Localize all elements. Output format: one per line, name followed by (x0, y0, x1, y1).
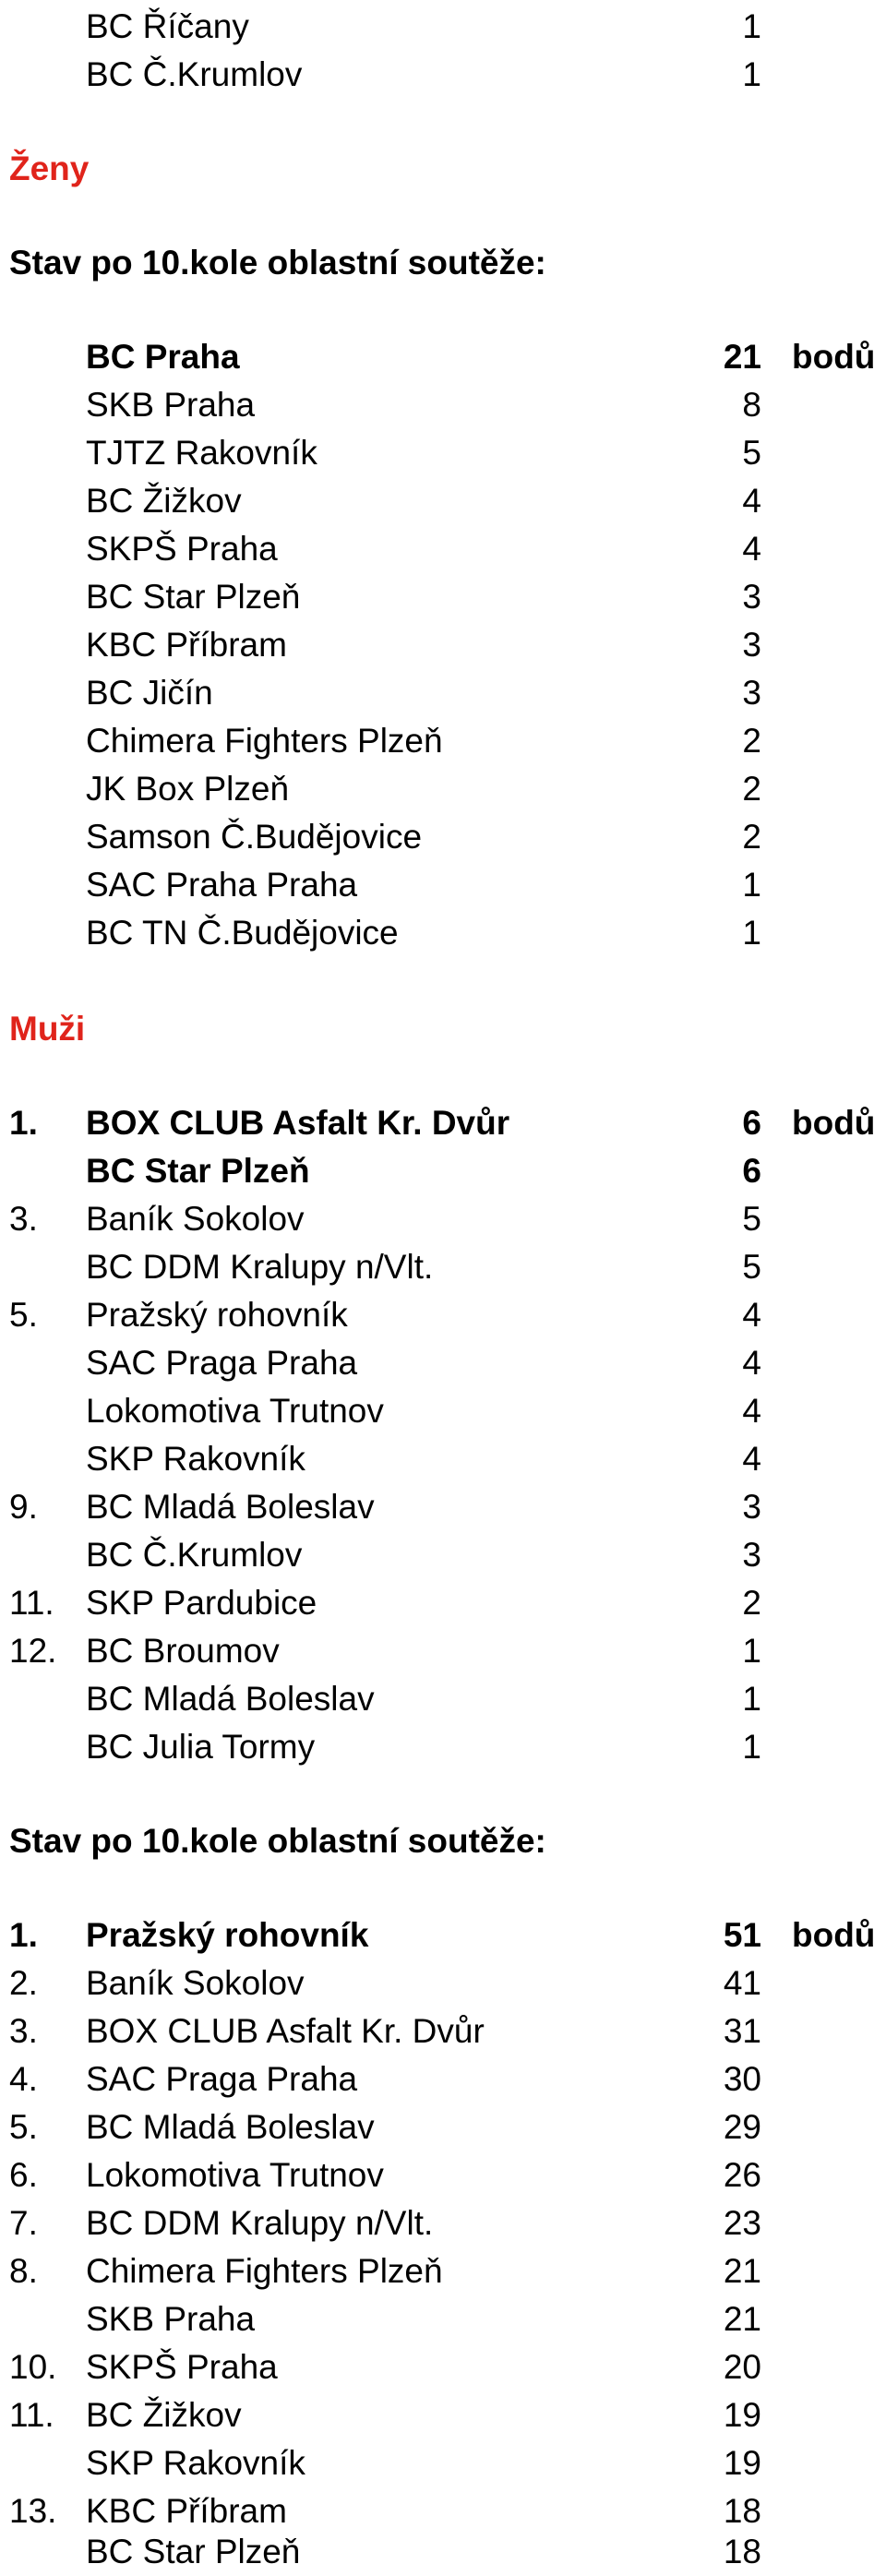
team-name: SAC Praga Praha (86, 1344, 358, 1382)
team-points: 4 (742, 1296, 761, 1334)
team-points: 3 (742, 626, 761, 664)
team-points: 3 (742, 1488, 761, 1526)
team-points: 4 (742, 530, 761, 568)
table-row (0, 717, 886, 765)
team-name: BC Mladá Boleslav (86, 1488, 375, 1526)
team-points: 51 (723, 1916, 761, 1954)
team-name: Baník Sokolov (86, 1964, 305, 2002)
team-points: 29 (723, 2108, 761, 2146)
table-row (0, 2247, 886, 2295)
team-name: SKP Rakovník (86, 2444, 305, 2482)
team-rank: 4. (9, 2060, 38, 2098)
team-points: 4 (742, 1392, 761, 1430)
table-row (0, 621, 886, 669)
team-points: 2 (742, 1584, 761, 1622)
table-row (0, 1483, 886, 1531)
team-points: 20 (723, 2348, 761, 2386)
table-row (0, 1435, 886, 1483)
table-row (0, 1147, 886, 1195)
team-points: 3 (742, 1536, 761, 1574)
team-name: BC Praha (86, 338, 240, 376)
team-name: BOX CLUB Asfalt Kr. Dvůr (86, 1104, 510, 1142)
team-points: 2 (742, 770, 761, 808)
team-name: Chimera Fighters Plzeň (86, 722, 443, 760)
team-rank: 7. (9, 2204, 38, 2242)
table-row (0, 381, 886, 429)
team-points: 30 (723, 2060, 761, 2098)
team-rank: 1. (9, 1104, 38, 1142)
team-name: BOX CLUB Asfalt Kr. Dvůr (86, 2012, 485, 2050)
team-name: SKB Praha (86, 386, 256, 424)
table-row (0, 429, 886, 477)
team-points: 3 (742, 578, 761, 616)
team-points: 18 (723, 2533, 761, 2570)
team-points: 1 (742, 55, 761, 93)
table-row (0, 1579, 886, 1627)
team-rank: 11. (9, 1584, 54, 1622)
team-rank: 5. (9, 2108, 38, 2146)
table-row (0, 813, 886, 861)
team-name: KBC Příbram (86, 626, 287, 664)
team-rank: 12. (9, 1632, 57, 1670)
team-name: SKP Rakovník (86, 1440, 305, 1478)
table-row (0, 525, 886, 573)
section-heading-muzi: Muži (9, 1010, 86, 1048)
team-name: BC Č.Krumlov (86, 1536, 303, 1574)
table-row (0, 51, 886, 99)
team-name: BC Star Plzeň (86, 578, 301, 616)
team-points: 2 (742, 818, 761, 856)
table-row (0, 2295, 886, 2343)
team-name: KBC Příbram (86, 2492, 287, 2530)
team-points: 8 (742, 386, 761, 424)
team-rank: 11. (9, 2396, 54, 2434)
team-name: BC DDM Kralupy n/Vlt. (86, 2204, 434, 2242)
team-rank: 13. (9, 2492, 57, 2530)
team-points: 21 (723, 338, 761, 376)
team-name: BC Mladá Boleslav (86, 2108, 375, 2146)
team-name: BC Mladá Boleslav (86, 1680, 375, 1718)
table-row (0, 2199, 886, 2247)
table-row (0, 1243, 886, 1291)
table-row (0, 333, 886, 381)
team-name: Chimera Fighters Plzeň (86, 2252, 443, 2290)
table-row (0, 1911, 886, 1959)
team-name: SKP Pardubice (86, 1584, 317, 1622)
table-row (0, 1387, 886, 1435)
team-points: 1 (742, 1632, 761, 1670)
table-row (0, 909, 886, 957)
team-points: 5 (742, 1248, 761, 1286)
points-unit: bodů (792, 1916, 876, 1954)
team-points: 4 (742, 1344, 761, 1382)
team-name: SKB Praha (86, 2300, 256, 2338)
table-row (0, 1291, 886, 1339)
team-rank: 6. (9, 2156, 38, 2194)
table-row (0, 1195, 886, 1243)
team-points: 6 (742, 1152, 761, 1190)
team-points: 4 (742, 482, 761, 520)
team-rank: 3. (9, 1200, 38, 1238)
table-row (0, 1723, 886, 1771)
team-name: BC DDM Kralupy n/Vlt. (86, 1248, 434, 1286)
team-rank: 2. (9, 1964, 38, 2002)
team-rank: 3. (9, 2012, 38, 2050)
team-points: 21 (723, 2252, 761, 2290)
team-points: 1 (742, 1680, 761, 1718)
team-points: 18 (723, 2492, 761, 2530)
table-row (0, 2103, 886, 2151)
table-row (0, 2055, 886, 2103)
table-row (0, 1339, 886, 1387)
table-row (0, 861, 886, 909)
section-heading-zeny: Ženy (9, 150, 90, 187)
team-name: SKPŠ Praha (86, 530, 278, 568)
team-name: BC Broumov (86, 1632, 280, 1670)
team-points: 6 (742, 1104, 761, 1142)
table-row (0, 2391, 886, 2439)
team-points: 4 (742, 1440, 761, 1478)
team-points: 1 (742, 914, 761, 952)
table-row (0, 2007, 886, 2055)
team-name: TJTZ Rakovník (86, 434, 317, 472)
table-row (0, 1531, 886, 1579)
team-name: BC Říčany (86, 7, 249, 45)
team-rank: 8. (9, 2252, 38, 2290)
team-points: 41 (723, 1964, 761, 2002)
team-name: BC Star Plzeň (86, 2533, 301, 2570)
team-name: BC Julia Tormy (86, 1728, 316, 1766)
team-name: BC Jičín (86, 674, 213, 712)
team-name: SAC Praha Praha (86, 866, 358, 904)
points-unit: bodů (792, 338, 876, 376)
team-points: 26 (723, 2156, 761, 2194)
table-row (0, 2151, 886, 2199)
team-name: BC TN Č.Budějovice (86, 914, 399, 952)
team-points: 19 (723, 2444, 761, 2482)
team-name: Pražský rohovník (86, 1916, 369, 1954)
table-row (0, 2528, 886, 2576)
team-points: 31 (723, 2012, 761, 2050)
team-name: SAC Praga Praha (86, 2060, 358, 2098)
zeny-subheading: Stav po 10.kole oblastní soutěže: (9, 244, 546, 282)
table-row (0, 1675, 886, 1723)
team-points: 23 (723, 2204, 761, 2242)
team-points: 21 (723, 2300, 761, 2338)
team-points: 1 (742, 1728, 761, 1766)
table-row (0, 765, 886, 813)
team-rank: 1. (9, 1916, 38, 1954)
points-unit: bodů (792, 1104, 876, 1142)
team-name: Baník Sokolov (86, 1200, 305, 1238)
table-row (0, 3, 886, 51)
team-name: BC Žižkov (86, 2396, 242, 2434)
team-points: 5 (742, 1200, 761, 1238)
table-row (0, 2343, 886, 2391)
table-row (0, 2439, 886, 2487)
table-row (0, 1959, 886, 2007)
table-row (0, 669, 886, 717)
team-rank: 5. (9, 1296, 38, 1334)
team-points: 1 (742, 866, 761, 904)
team-rank: 9. (9, 1488, 38, 1526)
team-points: 5 (742, 434, 761, 472)
team-points: 2 (742, 722, 761, 760)
team-name: BC Žižkov (86, 482, 242, 520)
team-points: 3 (742, 674, 761, 712)
table-row (0, 1627, 886, 1675)
team-name: SKPŠ Praha (86, 2348, 278, 2386)
team-name: Pražský rohovník (86, 1296, 348, 1334)
team-name: BC Star Plzeň (86, 1152, 310, 1190)
team-rank: 10. (9, 2348, 57, 2386)
team-name: Lokomotiva Trutnov (86, 2156, 384, 2194)
table-row (0, 477, 886, 525)
overall-subheading: Stav po 10.kole oblastní soutěže: (9, 1822, 546, 1860)
team-points: 1 (742, 7, 761, 45)
team-name: Samson Č.Budějovice (86, 818, 423, 856)
team-name: Lokomotiva Trutnov (86, 1392, 384, 1430)
table-row (0, 1099, 886, 1147)
team-points: 19 (723, 2396, 761, 2434)
table-row (0, 573, 886, 621)
team-name: JK Box Plzeň (86, 770, 290, 808)
team-name: BC Č.Krumlov (86, 55, 303, 93)
